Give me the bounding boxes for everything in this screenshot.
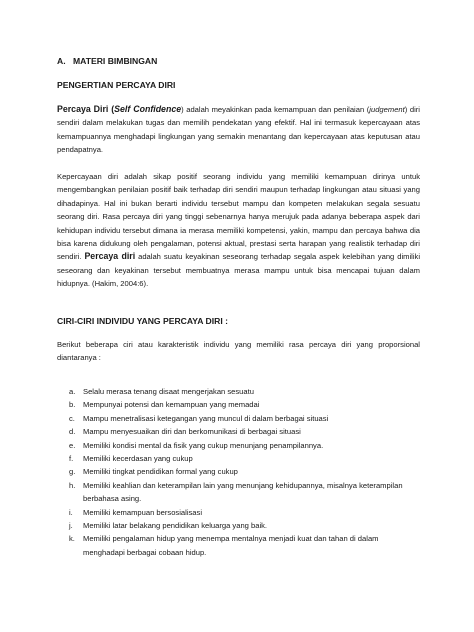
paragraph-self-confidence: Kepercayaan diri adalah sikap positif seorang individu yang memiliki kemampuan dirinya untuk mengembangkan penilaian positif baik terhadap diri sendiri maupun terhadap lingkungan atau situasi yang dihadapinya. Hal ini bukan berarti individu tersebut mampu dan kompeten melakukan segala sesuatu seorang diri. Rasa percaya diri yang tinggi sebenarnya hanya merujuk pada adanya beberapa aspek dari kehidupan individu tersebut dimana ia merasa memiliki kompetensi, yakin, mampu dan percaya bahwa dia bisa karena didukung oleh pengalaman, potensi aktual, prestasi serta harapan yang realistik terhadap diri sendiri. Percaya diri adalah suatu keyakinan seseorang terhadap segala aspek kelebihan yang dimiliki seseorang dan keyakinan tersebut membuatnya merasa mampu untuk bisa mencapai tujuan dalam hidupnya. (Hakim, 2004:6). [57,172,421,289]
list-item-marker: h. [69,480,76,490]
list-item-marker: i. [69,507,73,517]
list-item-marker: g. [69,467,76,477]
section-number: A. [57,56,66,66]
list-item-marker: k. [69,534,75,544]
term-judgement: judgement [369,105,405,114]
list-item-text: Memiliki keahlian dan keterampilan lain yang menunjang kehidupannya, misalnya keterampilan berbahasa asing. [83,480,403,504]
list-item [57,425,420,438]
list-item [57,465,420,478]
list-item-text: Memiliki pengalaman hidup yang menempa mentalnya menjadi kuat dan tahan di dalam menghadapi berbagai cobaan hidup. [83,534,379,557]
list-item-text: Selalu merasa tenang disaat mengerjakan sesuatu [83,387,254,396]
heading-characteristics: CIRI-CIRI INDIVIDU YANG PERCAYA DIRI : [57,316,228,326]
list-item [57,532,420,559]
list-item [57,439,420,452]
list-item-text: Memiliki tingkat pendidikan formal yang cukup [83,467,238,477]
term-percaya-diri: Percaya Diri [57,104,109,114]
list-item-text: Memiliki kemampuan bersosialisasi [83,507,203,517]
term-self-confidence: Self Confidence [114,104,182,114]
list-item [57,452,420,465]
paragraph-definition: Percaya Diri (Self Confidence) adalah meyakinkan pada kemampuan dan penilaian (judgement) diri sendiri dalam melakukan tugas dan memilih pendekatan yang efektif. Hal ini termasuk kepercayaan atas kemampuannya menghadapi lingkungan yang semakin menantang dan kepercayaan atas keputusan atau pendapatnya. [57,104,420,155]
list-item-marker: d. [69,427,76,437]
list-item-marker: a. [69,387,76,396]
list-item-text: Mampu menetralisasi ketegangan yang muncul di dalam berbagai situasi [83,413,329,423]
section-heading [57,56,157,66]
list-item-text: Memiliki latar belakang pendidikan keluarga yang baik. [83,521,268,531]
list-item-text: Mempunyai potensi dan kemampuan yang memadai [83,400,260,410]
list-item-text: Memiliki kondisi mental da fisik yang cukup menunjang penampilannya. [83,440,324,450]
list-item-text: Memiliki kecerdasan yang cukup [83,454,193,464]
characteristics-list [57,385,420,559]
list-item [57,412,420,425]
section-title: MATERI BIMBINGAN [73,56,158,66]
list-item-marker: c. [69,413,75,423]
list-item [57,506,420,519]
list-item-text: Mampu menyesuaikan diri dan berkomunikasi di berbagai situasi [83,427,301,437]
list-item-marker: b. [69,400,76,410]
list-item [57,479,420,506]
list-item-marker: e. [69,440,76,450]
list-item [57,519,420,532]
list-item-marker: f. [69,454,74,464]
list-item-marker: j. [69,521,73,531]
list-item [57,398,420,411]
term-percaya-diri-2: Percaya diri [84,251,136,262]
paragraph-characteristics-intro: Berikut beberapa ciri atau karakteristik individu yang memiliki rasa percaya diri yang proporsional diantaranya : [57,340,420,363]
heading-definition: PENGERTIAN PERCAYA DIRI [57,80,176,90]
list-item [57,385,420,398]
